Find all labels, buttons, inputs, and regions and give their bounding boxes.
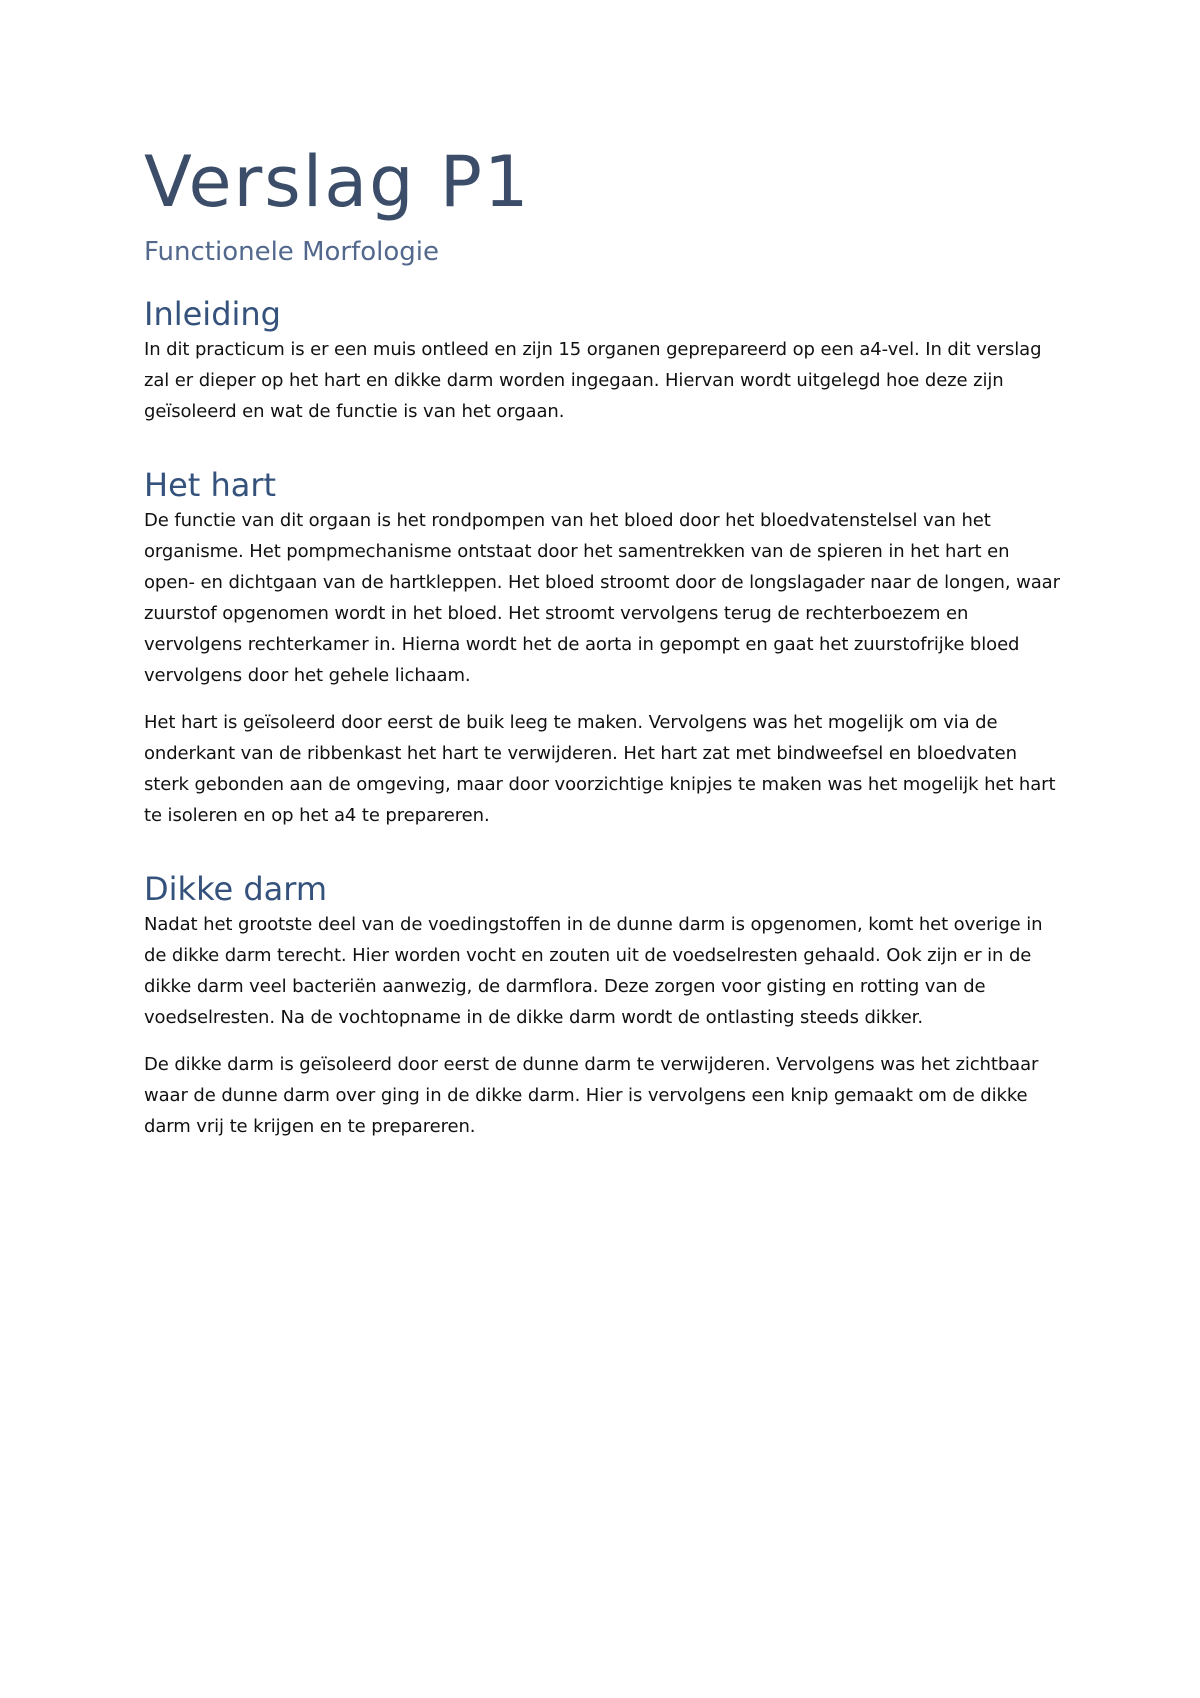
section-het-hart [144,465,1064,831]
paragraph: Nadat het grootste deel van de voedingstoffen in de dunne darm is opgenomen, komt het overige in de dikke darm terecht. Hier worden vocht en zouten uit de voedselresten gehaald. Ook zijn er in de dikke darm veel bacteriën aanwezig, de darmflora. Deze zorgen voor gisting en rotting van de voedselresten. Na de vochtopname in de dikke darm wordt de ontlasting steeds dikker. [144,914,1043,1028]
document-body [144,140,1064,1142]
document-title: Verslag P1 [144,141,531,223]
paragraph: Het hart is geïsoleerd door eerst de buik leeg te maken. Vervolgens was het mogelijk om via de onderkant van de ribbenkast het hart te verwijderen. Het hart zat met bindweefsel en bloedvaten sterk gebonden aan de omgeving, maar door voorzichtige knipjes te maken was het mogelijk het hart te isoleren en op het a4 te prepareren. [144,712,1056,826]
section-heading: Dikke darm [144,870,327,908]
section-heading: Het hart [144,466,277,504]
paragraph: De dikke darm is geïsoleerd door eerst de dunne darm te verwijderen. Vervolgens was het zichtbaar waar de dunne darm over ging in de dikke darm. Hier is vervolgens een knip gemaakt om de dikke darm vrij te krijgen en te prepareren. [144,1054,1039,1137]
paragraph: In dit practicum is er een muis ontleed en zijn 15 organen geprepareerd op een a4-vel. In dit verslag zal er dieper op het hart en dikke darm worden ingegaan. Hiervan wordt uitgelegd hoe deze zijn geïsoleerd en wat de functie is van het orgaan. [144,339,1042,422]
section-inleiding [144,294,1064,427]
section-dikke-darm [144,869,1064,1142]
document-subtitle: Functionele Morfologie [144,237,440,267]
section-heading: Inleiding [144,295,281,333]
paragraph: De functie van dit orgaan is het rondpompen van het bloed door het bloedvatenstelsel van het organisme. Het pompmechanisme ontstaat door het samentrekken van de spieren in het hart en open- en dichtgaan van de hartkleppen. Het bloed stroomt door de longslagader naar de longen, waar zuurstof opgenomen wordt in het bloed. Het stroomt vervolgens terug de rechterboezem en vervolgens rechterkamer in. Hierna wordt het de aorta in gepompt en gaat het zuurstofrijke bloed vervolgens door het gehele lichaam. [144,510,1060,686]
